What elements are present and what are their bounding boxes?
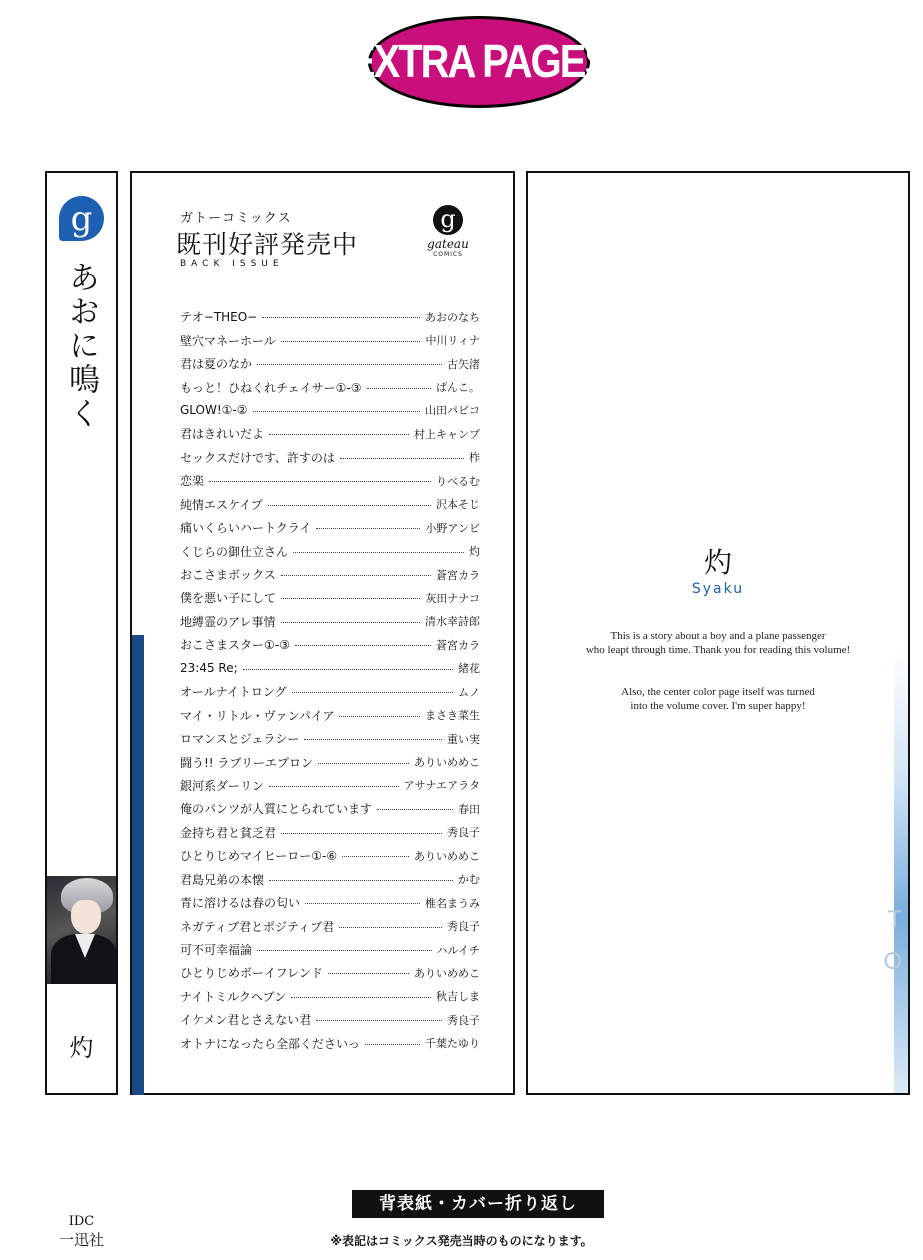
list-item (180, 868, 480, 891)
list-item (180, 821, 480, 844)
book-author: アサナエアラタ (403, 779, 480, 793)
list-item (180, 422, 480, 445)
book-title: おこさまスター①-③ (180, 638, 290, 653)
dotted-leader (243, 669, 453, 670)
list-item (180, 680, 480, 703)
dotted-leader (318, 763, 409, 764)
book-title: 君は夏のなか (180, 357, 253, 372)
book-title: 俺のパンツが人質にとられています (180, 802, 373, 817)
cover-edge-letter: O (883, 948, 902, 975)
book-title: オールナイトロング (180, 685, 287, 700)
list-item (180, 914, 480, 937)
book-author: 緒花 (458, 662, 480, 676)
list-item (180, 469, 480, 492)
back-issue-heading: 既刊好評発売中 (176, 230, 359, 259)
book-title: ロマンスとジェラシー (180, 732, 300, 747)
book-author: ムノ (458, 685, 480, 699)
back-issue-panel (130, 171, 515, 1095)
book-title: マイ・リトル・ヴァンパイア (180, 708, 335, 723)
list-item (180, 633, 480, 656)
book-author: 灰田ナナコ (425, 591, 480, 605)
logo-small: COMICS (433, 251, 463, 258)
dotted-leader (253, 411, 420, 412)
list-item (180, 961, 480, 984)
list-item (180, 610, 480, 633)
book-author: 重い実 (447, 732, 480, 746)
list-item (180, 703, 480, 726)
cover-edge-art (894, 648, 908, 1093)
dotted-leader (293, 552, 464, 553)
book-author: ありいめめこ (414, 849, 480, 863)
dotted-leader (316, 1020, 442, 1021)
book-author: 柞 (469, 451, 480, 465)
list-item (180, 774, 480, 797)
book-title: オトナになったら全部くださいっ (180, 1036, 361, 1051)
gateau-logo-icon: g (433, 205, 463, 235)
gateau-logo-icon: g (59, 196, 104, 241)
list-item (180, 328, 480, 351)
imprint-label: ガトーコミックス (180, 211, 292, 226)
book-title: 恋楽 (180, 474, 205, 489)
book-title: 痛いくらいハートクライ (180, 521, 312, 536)
book-title: ネガティブ君とポジティブ君 (180, 919, 335, 934)
dotted-leader (281, 622, 420, 623)
dotted-leader (339, 716, 420, 717)
book-title: GLOW!①-② (180, 403, 248, 418)
book-title: 君はきれいだよ (180, 427, 265, 442)
book-author: ありいめめこ (414, 966, 480, 980)
dotted-leader (328, 973, 409, 974)
list-item (180, 1008, 480, 1031)
book-title: イケメン君とさえない君 (180, 1013, 312, 1028)
dotted-leader (209, 481, 431, 482)
book-author: 沢本そじ (436, 498, 480, 512)
book-author: あおのなち (425, 310, 480, 324)
dotted-leader (316, 528, 420, 529)
logo-word: gateau (427, 237, 469, 251)
book-author: 清水幸詩郎 (425, 615, 480, 629)
list-item (180, 844, 480, 867)
dotted-leader (339, 927, 442, 928)
footnote: ※表記はコミックス発売当時のものになります。 (330, 1234, 593, 1248)
book-title: 君島兄弟の本懐 (180, 872, 265, 887)
list-item (180, 727, 480, 750)
section-caption: 背表紙・カバー折り返し (352, 1190, 604, 1218)
list-item (180, 797, 480, 820)
book-author: ありいめめこ (414, 756, 480, 770)
book-title: 可不可幸福論 (180, 943, 253, 958)
dotted-leader (269, 434, 409, 435)
book-author: 蒼宮カラ (436, 568, 480, 582)
book-title: 銀河系ダーリン (180, 778, 265, 793)
book-title: くじらの御仕立さん (180, 544, 289, 559)
book-title: 23:45 Re; (180, 661, 238, 676)
book-title: セックスだけです、許すのは (180, 450, 335, 465)
author-romaji: Syaku (691, 581, 745, 597)
dotted-leader (281, 833, 442, 834)
dotted-leader (304, 739, 442, 740)
book-title: 地縛霊のアレ事情 (180, 614, 276, 629)
list-item (180, 516, 480, 539)
spine-character-illustration (47, 876, 116, 984)
author-note-1: This is a story about a boy and a plane passenger who leapt through time. Thank you for reading this volume! (585, 630, 851, 656)
list-item (180, 375, 480, 398)
book-spine-panel (45, 171, 118, 1249)
spine-title: あおに鳴く (63, 261, 99, 431)
book-title: 僕を悪い子にして (180, 591, 277, 606)
book-title: 青に溶けるは春の匂い (180, 896, 301, 911)
dotted-leader (367, 388, 432, 389)
book-author: 山田パピコ (425, 404, 480, 418)
book-title: 壁穴マネーホール (180, 333, 276, 348)
list-item (180, 985, 480, 1008)
back-issue-subheading: BACK ISSUE (180, 259, 284, 269)
book-author: ぱんこ。 (436, 381, 480, 395)
book-author: かむ (458, 873, 480, 887)
spine-author: 灼 (69, 1034, 94, 1062)
dotted-leader (291, 997, 431, 998)
list-item (180, 657, 480, 680)
book-author: 灼 (469, 545, 480, 559)
book-author: 秀良子 (447, 1013, 480, 1027)
book-author: 春田 (458, 802, 480, 816)
dotted-leader (257, 364, 442, 365)
publisher-jp: 一迅社 (58, 1231, 104, 1249)
book-title: 闘う!! ラブリーエプロン (180, 755, 313, 770)
book-author: 中川リィナ (425, 334, 480, 348)
dotted-leader (262, 317, 420, 318)
list-item (180, 305, 480, 328)
book-author: 秀良子 (447, 920, 480, 934)
list-item (180, 938, 480, 961)
list-item (180, 493, 480, 516)
dotted-leader (342, 856, 409, 857)
book-title: ひとりじめマイヒーロー①-⑥ (180, 849, 338, 864)
list-item (180, 539, 480, 562)
dotted-leader (340, 458, 464, 459)
dotted-leader (268, 505, 431, 506)
blue-accent-bar (132, 635, 144, 1095)
cover-flap-panel (526, 171, 910, 1095)
book-author: 古矢渚 (447, 357, 480, 371)
dotted-leader (377, 809, 453, 810)
dotted-leader (305, 903, 420, 904)
extra-pages-badge (348, 16, 610, 108)
dotted-leader (257, 950, 432, 951)
dotted-leader (292, 692, 453, 693)
book-title: テオ−THEO− (180, 310, 258, 325)
book-author: 秀良子 (447, 826, 480, 840)
list-item (180, 750, 480, 773)
dotted-leader (281, 341, 421, 342)
book-title: ひとりじめボーイフレンド (180, 966, 323, 981)
book-author: 椎名まうみ (425, 896, 480, 910)
gateau-comics-logo (418, 205, 478, 259)
book-title: 金持ち君と貧乏君 (180, 825, 277, 840)
publisher-en: IDC (68, 1214, 95, 1229)
book-author: 秋吉しま (436, 990, 480, 1004)
author-name: 灼 (703, 546, 732, 579)
dotted-leader (365, 1044, 420, 1045)
book-title: 純情エスケイプ (180, 497, 263, 512)
book-author: りべるむ (436, 474, 480, 488)
book-title: ナイトミルクヘブン (180, 989, 287, 1004)
book-title: おこさまボックス (180, 568, 276, 583)
list-item (180, 586, 480, 609)
author-note-2: Also, the center color page itself was turned into the volume cover. I'm super happy! (621, 686, 815, 712)
list-item (180, 446, 480, 469)
cover-edge-letter: T (887, 906, 902, 933)
book-author: ハルイチ (436, 943, 480, 957)
book-author: 蒼宮カラ (436, 638, 480, 652)
book-author: まさき菜生 (425, 709, 480, 723)
dotted-leader (281, 575, 431, 576)
book-author: 小野アンビ (425, 521, 480, 535)
list-item (180, 399, 480, 422)
dotted-leader (281, 598, 420, 599)
list-item (180, 352, 480, 375)
badge-text: EXTRA PAGES (348, 36, 610, 87)
book-author: 村上キャンプ (414, 427, 480, 441)
dotted-leader (269, 880, 453, 881)
list-item (180, 1032, 480, 1055)
list-item (180, 891, 480, 914)
dotted-leader (269, 786, 399, 787)
back-issue-list (180, 305, 480, 1055)
list-item (180, 563, 480, 586)
dotted-leader (295, 645, 431, 646)
book-title: もっと！ひねくれチェイサー①-③ (180, 380, 362, 395)
book-author: 千葉たゆり (425, 1037, 480, 1051)
